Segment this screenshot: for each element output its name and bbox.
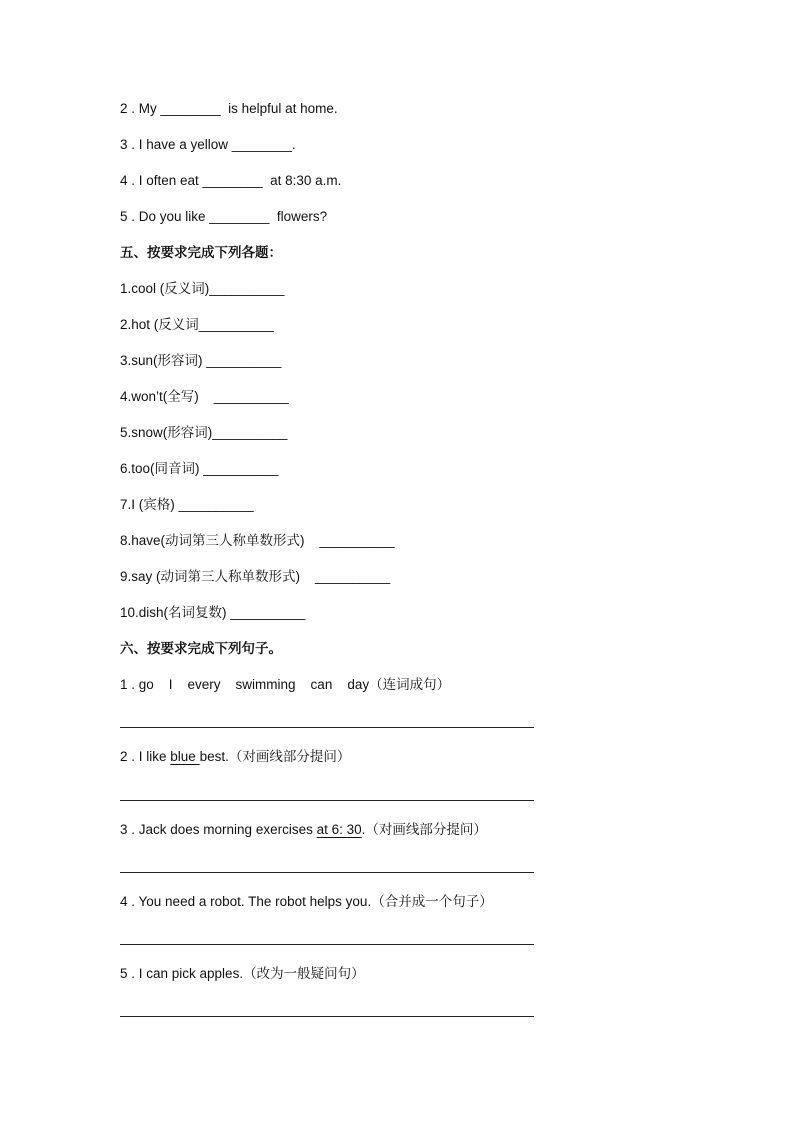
word-form-item-2: 2.hot (反义词__________ bbox=[120, 317, 274, 332]
word-form-item-6: 6.too(同音词) __________ bbox=[120, 461, 279, 476]
answer-line-3[interactable] bbox=[120, 872, 534, 873]
word-form-item-7: 7.I (宾格) __________ bbox=[120, 497, 254, 512]
fill-blank-item-2: 2 . My ________ is helpful at home. bbox=[120, 101, 338, 116]
answer-line-1[interactable] bbox=[120, 727, 534, 728]
sentence-question-4: 4 . You need a robot. The robot helps you.（合并成一个句子） bbox=[120, 894, 493, 909]
q3-underlined-text: at 6: 30 bbox=[316, 822, 362, 837]
answer-line-5[interactable] bbox=[120, 1016, 534, 1017]
section-6-heading: 六、按要求完成下列句子。 bbox=[120, 641, 282, 656]
sentence-question-5: 5 . I can pick apples.（改为一般疑问句） bbox=[120, 966, 365, 981]
q3-text-before: 3 . Jack does morning exercises bbox=[120, 822, 317, 837]
answer-line-4[interactable] bbox=[120, 944, 534, 945]
word-form-item-1: 1.cool (反义词)__________ bbox=[120, 281, 285, 296]
sentence-question-2 bbox=[120, 748, 350, 766]
word-form-item-4: 4.won’t(全写) __________ bbox=[120, 389, 289, 404]
q2-text-after: best.（对画线部分提问） bbox=[199, 749, 351, 764]
sentence-question-1: 1 . go I every swimming can day（连词成句） bbox=[120, 677, 451, 692]
sentence-question-3 bbox=[120, 821, 487, 839]
q3-text-after: .（对画线部分提问） bbox=[361, 822, 487, 837]
fill-blank-item-3: 3 . I have a yellow ________. bbox=[120, 137, 296, 152]
q2-underlined-text: blue bbox=[170, 749, 200, 764]
word-form-item-10: 10.dish(名词复数) __________ bbox=[120, 605, 306, 620]
fill-blank-item-5: 5 . Do you like ________ flowers? bbox=[120, 209, 328, 224]
q2-text-before: 2 . I like bbox=[120, 749, 171, 764]
answer-line-2[interactable] bbox=[120, 800, 534, 801]
word-form-item-3: 3.sun(形容词) __________ bbox=[120, 353, 282, 368]
word-form-item-8: 8.have(动词第三人称单数形式) __________ bbox=[120, 533, 395, 548]
fill-blank-item-4: 4 . I often eat ________ at 8:30 a.m. bbox=[120, 173, 342, 188]
word-form-item-9: 9.say (动词第三人称单数形式) __________ bbox=[120, 569, 391, 584]
section-5-heading: 五、按要求完成下列各题： bbox=[120, 245, 282, 260]
word-form-item-5: 5.snow(形容词)__________ bbox=[120, 425, 288, 440]
